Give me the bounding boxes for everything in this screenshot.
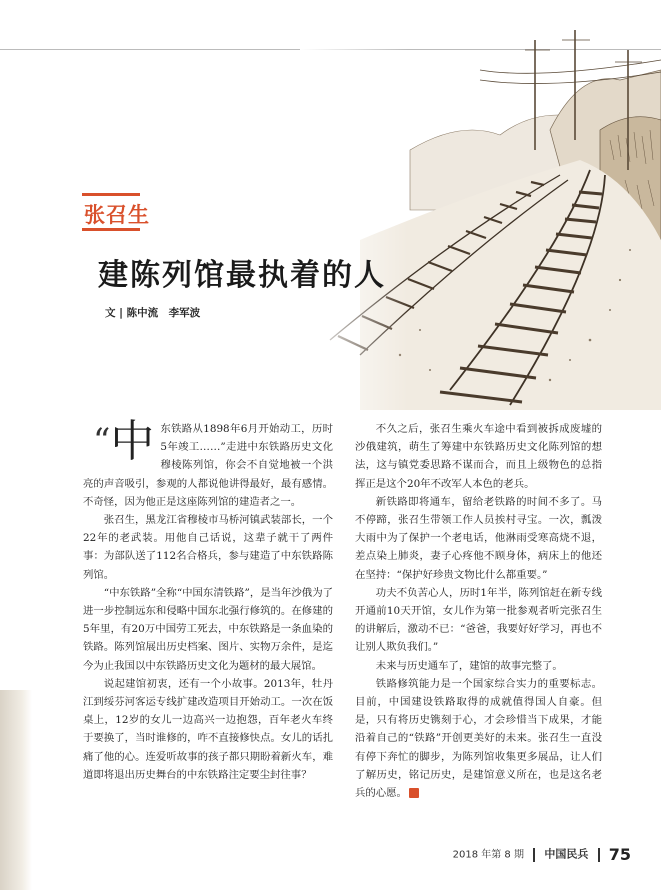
body-column-left bbox=[83, 416, 333, 784]
paragraph-2: 张召生，黑龙江省穆棱市马桥河镇武装部长，一个22年的老武装。用他自己话说，这辈子就干了两件事：为部队送了112名合格兵，参与建造了中东铁路陈列馆。 bbox=[83, 514, 333, 581]
name-top-bar bbox=[82, 193, 140, 196]
railway-illustration bbox=[300, 10, 661, 410]
body-column-right bbox=[355, 420, 602, 802]
byline: 文 | 陈中流 李军波 bbox=[105, 307, 201, 319]
page-number: 75 bbox=[608, 845, 631, 864]
drop-cap: 中 bbox=[110, 416, 155, 467]
footer-separator bbox=[533, 848, 535, 862]
end-mark-icon: 兵 bbox=[409, 788, 419, 798]
paragraph-4: 说起建馆初衷，还有一个小故事。2013年，牡丹江到绥芬河客运专线扩建改造项目开始动工。一次在饭桌上，12岁的女儿一边高兴一边抱怨，百年老火车终于要换了，当时谁修的，咋不直接修快点。女儿的话扎痛了他的心。连爱听故事的孩子都只期盼着新火车，难道即将退出历史舞台的中东铁路注定要尘封往事？ bbox=[83, 677, 333, 781]
paragraph-5: 不久之后，张召生乘火车途中看到被拆成废墟的沙俄建筑，萌生了筹建中东铁路历史文化陈列馆的想法，这与镇党委思路不谋而合，而且上级物色的总指挥正是这个20年不改军人本色的老兵。 bbox=[355, 423, 602, 490]
person-name: 张召生 bbox=[84, 203, 150, 227]
paragraph-6: 新铁路即将通车，留给老铁路的时间不多了。马不停蹄，张召生带领工作人员挨村寻宝。一次，瓢泼大雨中为了保护一个老电话，他淋雨受寒高烧不退，差点染上肺炎，妻子心疼他不顾身体，病床上的他还在坚持：“保护好珍贵文物比什么都重要。” bbox=[355, 495, 602, 581]
magazine-name: 中国民兵 bbox=[544, 847, 589, 861]
paragraph-1 bbox=[83, 416, 333, 511]
page-edge-texture bbox=[0, 690, 32, 890]
paragraph-3: “中东铁路”全称“中国东清铁路”，是当年沙俄为了进一步控制远东和侵略中国东北强行修筑的。在修建的5年里，有20万中国劳工死去，中东铁路是一条血染的铁路。陈列馆展出历史档案、图片、实物万余件，是迄今为止我国以中东铁路历史文化为题材的最大展馆。 bbox=[83, 586, 333, 672]
name-bottom-bar bbox=[82, 228, 140, 231]
paragraph-8: 未来与历史通车了，建馆的故事完整了。 bbox=[375, 659, 563, 672]
paragraph-9-text: 铁路修筑能力是一个国家综合实力的重要标志。目前，中国建设铁路取得的成就值得国人自豪。但是，只有将历史镌刻于心，才会珍惜当下成果，才能沿着自己的“铁路”开创更美好的未来。张召生一直没有停下奔忙的脚步，为陈列馆收集更多展品，让人们了解历史，铭记历史，是建馆意义所在，也是这名老兵的心愿。 bbox=[355, 677, 602, 800]
drop-quote-mark: “ bbox=[93, 421, 111, 461]
paragraph-1-text: 东铁路从1898年6月开始动工，历时5年竣工……”走进中东铁路历史文化穆棱陈列馆，你会不自觉地被一个洪亮的声音吸引，参观的人都说他讲得最好，最有感情。不奇怪，因为他正是这座陈列馆的建造者之一。 bbox=[83, 423, 333, 508]
article-headline: 建陈列馆最执着的人 bbox=[98, 258, 386, 293]
paragraph-7: 功夫不负苦心人，历时1年半，陈列馆赶在新专线开通前10天开馆，女儿作为第一批参观者听完张召生的讲解后，激动不已：“爸爸，我要好好学习，再也不让别人欺负我们。” bbox=[355, 586, 602, 654]
page-footer bbox=[453, 845, 631, 864]
footer-separator bbox=[598, 848, 600, 862]
issue-label: 2018 年第 8 期 bbox=[452, 849, 524, 861]
paragraph-9 bbox=[355, 675, 602, 802]
